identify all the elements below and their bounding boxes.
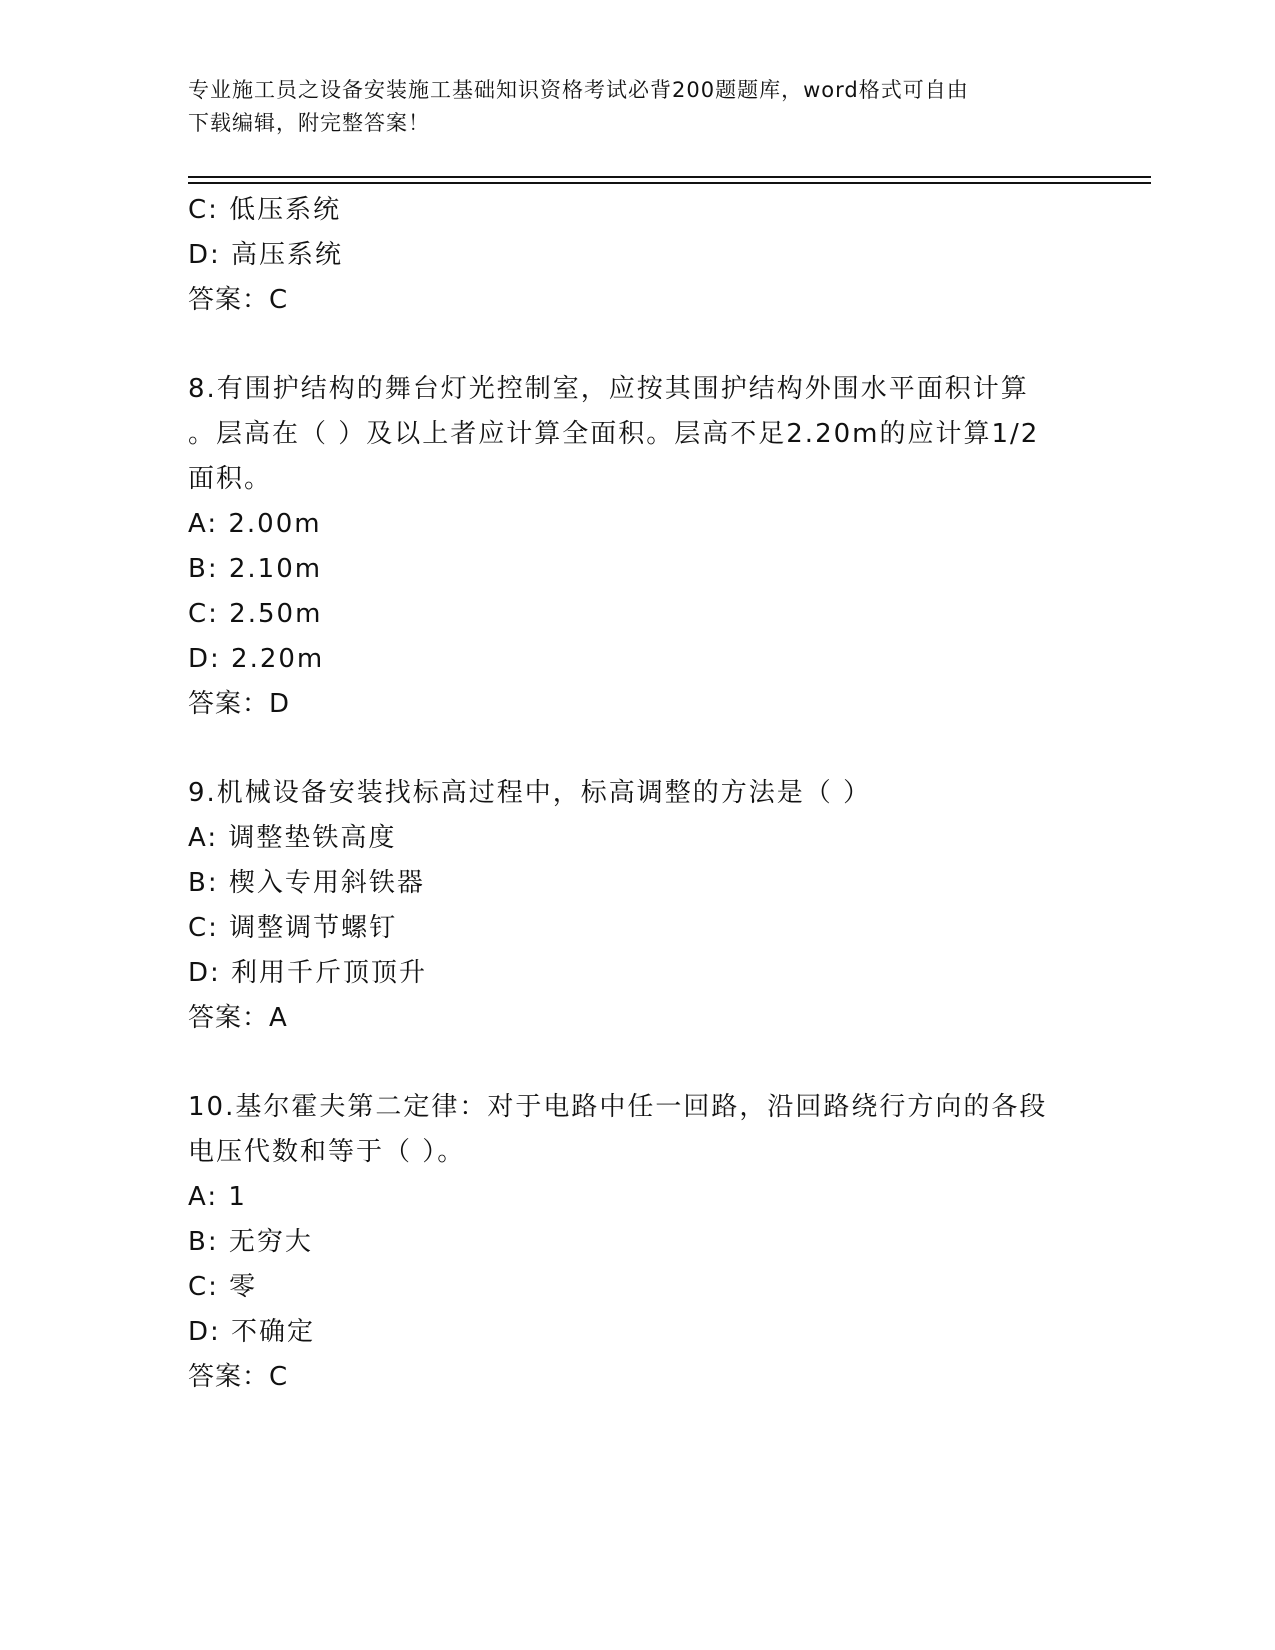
q9-answer: 答案：A bbox=[188, 1003, 288, 1033]
q8-answer: 答案：D bbox=[188, 689, 291, 719]
q8-stem-line-1: 8.有围护结构的舞台灯光控制室，应按其围护结构外围水平面积计算 bbox=[188, 374, 1029, 404]
q9-option-b: B: 楔入专用斜铁器 bbox=[188, 868, 425, 898]
header-line-1: 专业施工员之设备安装施工基础知识资格考试必背200题题库，word格式可自由 bbox=[188, 78, 969, 102]
q7-option-c: C: 低压系统 bbox=[188, 195, 342, 225]
q10-option-a: A: 1 bbox=[188, 1182, 247, 1212]
q8-option-d: D: 2.20m bbox=[188, 644, 325, 674]
q8-option-c: C: 2.50m bbox=[188, 599, 323, 629]
q9-option-c: C: 调整调节螺钉 bbox=[188, 913, 398, 943]
q9-option-a: A: 调整垫铁高度 bbox=[188, 823, 397, 853]
q8-stem-line-3: 面积。 bbox=[188, 464, 273, 494]
q10-stem-line-1: 10.基尔霍夫第二定律：对于电路中任一回路，沿回路绕行方向的各段 bbox=[188, 1092, 1048, 1122]
q10-option-d: D: 不确定 bbox=[188, 1317, 316, 1347]
q7-option-d: D: 高压系统 bbox=[188, 240, 344, 270]
q8-option-a: A: 2.00m bbox=[188, 509, 322, 539]
header-divider-bottom bbox=[188, 182, 1151, 184]
q10-answer: 答案：C bbox=[188, 1362, 289, 1392]
header-divider-top bbox=[188, 176, 1151, 178]
q9-stem-line-1: 9.机械设备安装找标高过程中，标高调整的方法是（ ） bbox=[188, 778, 872, 808]
header-line-2: 下载编辑，附完整答案！ bbox=[188, 111, 430, 135]
q8-stem-line-2: 。层高在（ ）及以上者应计算全面积。层高不足2.20m的应计算1/2 bbox=[188, 419, 1040, 449]
q10-option-b: B: 无穷大 bbox=[188, 1227, 313, 1257]
q10-option-c: C: 零 bbox=[188, 1272, 258, 1302]
q8-option-b: B: 2.10m bbox=[188, 554, 323, 584]
q10-stem-line-2: 电压代数和等于（ ）。 bbox=[188, 1137, 466, 1167]
q7-answer: 答案：C bbox=[188, 285, 289, 315]
document-header bbox=[188, 74, 1088, 140]
q9-option-d: D: 利用千斤顶顶升 bbox=[188, 958, 428, 988]
